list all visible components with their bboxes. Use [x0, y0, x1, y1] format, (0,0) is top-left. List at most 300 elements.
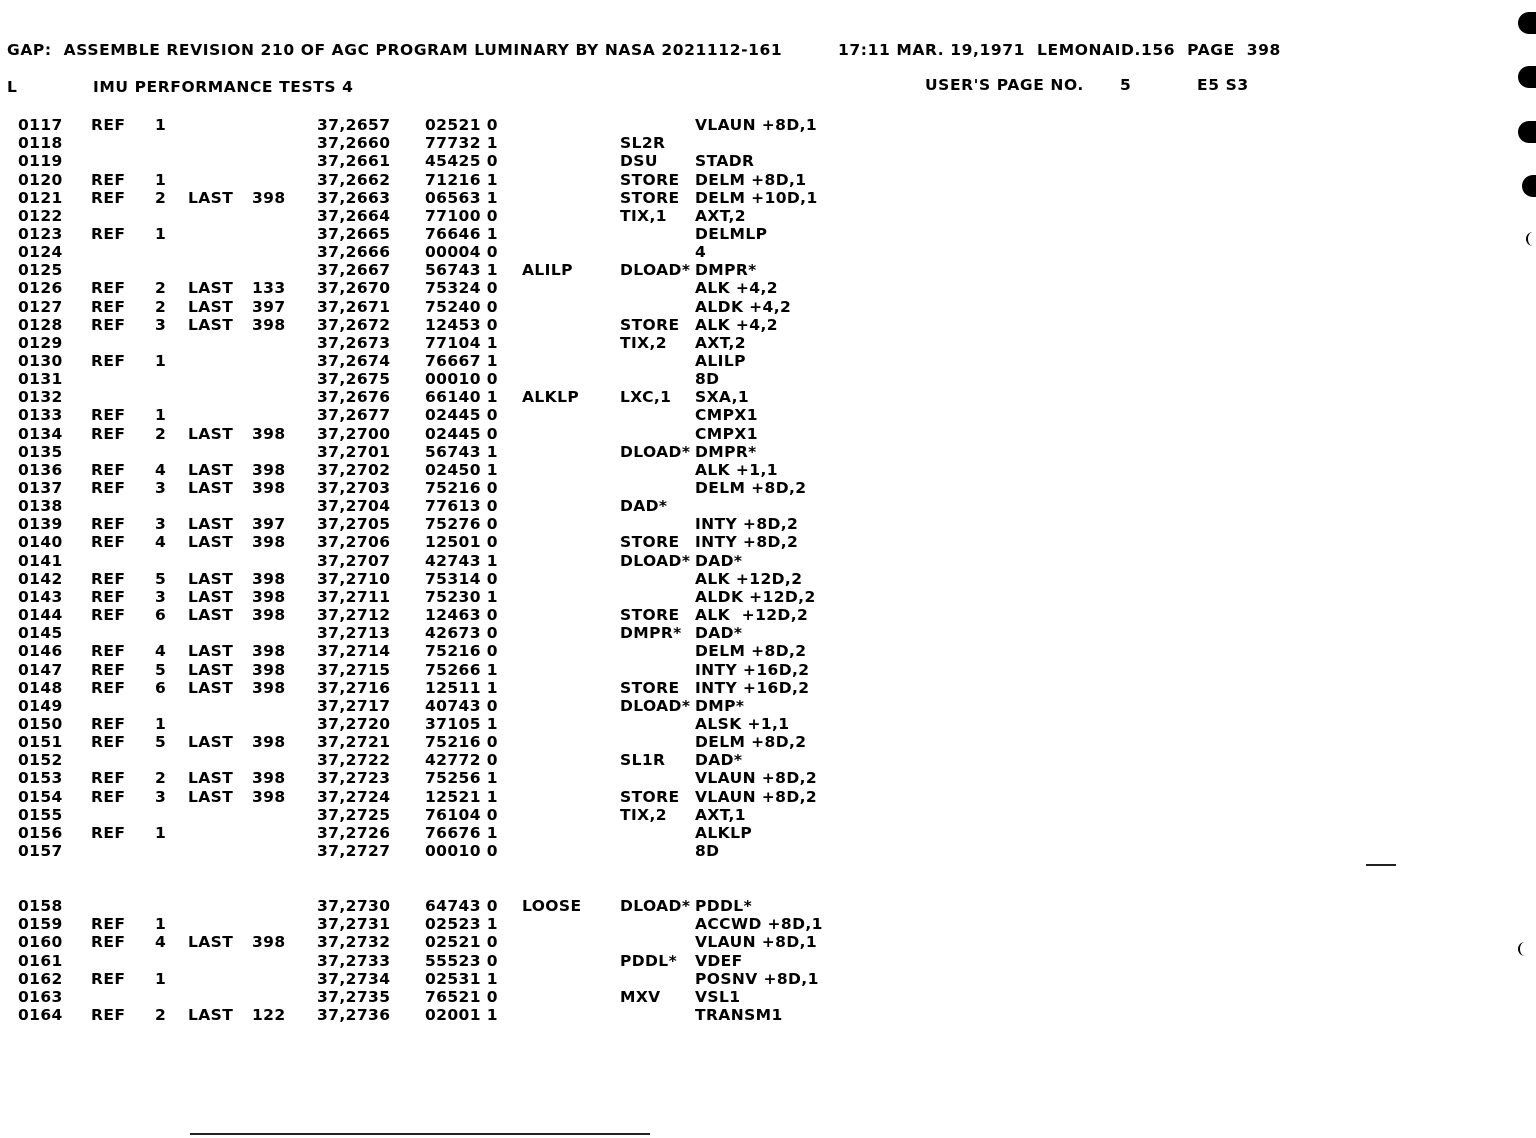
listing-operand: 8D — [695, 842, 720, 860]
listing-addr: 37,2723 — [317, 769, 391, 788]
listing-row — [0, 134, 900, 152]
listing-op: SL1R — [620, 751, 666, 770]
listing-operand: ALK +4,2 — [695, 315, 778, 334]
listing-addr: 37,2676 — [317, 388, 391, 407]
listing-addr: 37,2731 — [317, 915, 391, 934]
listing-addr: 37,2672 — [317, 315, 391, 334]
listing-operand: 8D — [695, 370, 720, 389]
listing-row — [0, 952, 900, 970]
listing-addr: 37,2670 — [317, 279, 391, 298]
listing-refn: 1 — [155, 224, 167, 243]
listing-lastn: 398 — [252, 424, 286, 443]
listing-refn: 6 — [155, 606, 167, 624]
listing-ref: REF — [91, 424, 126, 443]
listing-lastn: 398 — [252, 787, 286, 806]
listing-ref: REF — [91, 315, 126, 334]
listing-octal: 12501 0 — [425, 533, 498, 552]
listing-ref: REF — [91, 569, 126, 588]
listing-refn: 1 — [155, 823, 167, 842]
listing-seq: 0120 — [18, 170, 63, 189]
listing-seq: 0164 — [18, 1006, 63, 1024]
listing-octal: 75276 0 — [425, 515, 498, 534]
listing-last: LAST — [188, 533, 234, 552]
users-page-number: 5 — [1120, 76, 1132, 94]
listing-seq: 0152 — [18, 751, 63, 770]
listing-refn: 3 — [155, 479, 167, 497]
listing-octal: 75324 0 — [425, 279, 498, 298]
listing-seq: 0157 — [18, 842, 63, 860]
listing-row — [0, 988, 900, 1006]
listing-addr: 37,2706 — [317, 533, 391, 552]
listing-operand: INTY +8D,2 — [695, 533, 799, 552]
listing-ref: REF — [91, 678, 126, 697]
listing-last: LAST — [188, 460, 234, 479]
listing-last: LAST — [188, 660, 234, 679]
listing-last: LAST — [188, 733, 234, 752]
listing-seq: 0140 — [18, 533, 63, 552]
listing-row — [0, 933, 900, 951]
listing-row — [0, 279, 900, 297]
listing-op: PDDL* — [620, 951, 678, 970]
listing-addr: 37,2664 — [317, 206, 391, 225]
listing-ref: REF — [91, 823, 126, 842]
listing-row — [0, 733, 900, 751]
listing-addr: 37,2663 — [317, 188, 391, 207]
listing-op: STORE — [620, 188, 680, 207]
listing-octal: 77732 1 — [425, 134, 498, 153]
listing-addr: 37,2660 — [317, 134, 391, 153]
listing-operand: DELM +10D,1 — [695, 188, 818, 207]
listing-addr: 37,2661 — [317, 152, 391, 171]
header-marker: L — [7, 78, 18, 96]
listing-octal: 76676 1 — [425, 823, 498, 842]
listing-addr: 37,2735 — [317, 987, 391, 1006]
listing-row — [0, 207, 900, 225]
listing-addr: 37,2724 — [317, 787, 391, 806]
listing-lastn: 398 — [252, 660, 286, 679]
listing-label: ALKLP — [522, 388, 580, 407]
listing-addr: 37,2721 — [317, 733, 391, 752]
listing-row — [0, 642, 900, 660]
listing-lastn: 398 — [252, 587, 286, 606]
listing-last: LAST — [188, 297, 234, 316]
listing-lastn: 398 — [252, 606, 286, 624]
listing-operand: SXA,1 — [695, 388, 750, 407]
listing-row — [0, 189, 900, 207]
listing-ref: REF — [91, 733, 126, 752]
listing-octal: 76104 0 — [425, 805, 498, 824]
listing-last: LAST — [188, 479, 234, 497]
listing-octal: 56743 1 — [425, 261, 498, 280]
listing-refn: 3 — [155, 315, 167, 334]
listing-seq: 0150 — [18, 714, 63, 733]
listing-last: LAST — [188, 587, 234, 606]
listing-last: LAST — [188, 515, 234, 534]
listing-lastn: 398 — [252, 678, 286, 697]
listing-addr: 37,2704 — [317, 497, 391, 516]
listing-refn: 1 — [155, 351, 167, 370]
listing-ref: REF — [91, 224, 126, 243]
listing-octal: 37105 1 — [425, 714, 498, 733]
listing-seq: 0142 — [18, 569, 63, 588]
listing-octal: 75216 0 — [425, 479, 498, 497]
users-page-label: USER'S PAGE NO. — [925, 76, 1084, 94]
listing-operand: VDEF — [695, 951, 743, 970]
listing-operand: PDDL* — [695, 897, 753, 916]
listing-op: DLOAD* — [620, 897, 691, 916]
listing-operand: DMPR* — [695, 261, 757, 280]
listing-label: ALILP — [522, 261, 573, 280]
listing-seq: 0159 — [18, 915, 63, 934]
listing-row — [0, 588, 900, 606]
listing-addr: 37,2722 — [317, 751, 391, 770]
listing-seq: 0121 — [18, 188, 63, 207]
listing-seq: 0137 — [18, 479, 63, 497]
listing-operand: ALILP — [695, 351, 746, 370]
header-timestamp-page: 17:11 MAR. 19,1971 LEMONAID.156 PAGE 398 — [838, 41, 1281, 59]
listing-operand: ALK +1,1 — [695, 460, 778, 479]
listing-lastn: 398 — [252, 933, 286, 952]
listing-addr: 37,2711 — [317, 587, 391, 606]
listing-row — [0, 533, 900, 551]
listing-seq: 0124 — [18, 243, 63, 262]
listing-seq: 0158 — [18, 897, 63, 916]
listing-last: LAST — [188, 569, 234, 588]
listing-operand: ALK +12D,2 — [695, 606, 809, 624]
listing-octal: 00010 0 — [425, 842, 498, 860]
listing-addr: 37,2727 — [317, 842, 391, 860]
listing-octal: 12453 0 — [425, 315, 498, 334]
listing-operand: AXT,1 — [695, 805, 746, 824]
listing-operand: INTY +8D,2 — [695, 515, 799, 534]
listing-octal: 02450 1 — [425, 460, 498, 479]
listing-seq: 0125 — [18, 261, 63, 280]
listing-addr: 37,2715 — [317, 660, 391, 679]
listing-label: LOOSE — [522, 897, 582, 916]
listing-row — [0, 788, 900, 806]
listing-operand: TRANSM1 — [695, 1006, 783, 1024]
listing-operand: DMP* — [695, 696, 745, 715]
listing-seq: 0118 — [18, 134, 63, 153]
listing-row — [0, 461, 900, 479]
listing-ref: REF — [91, 1006, 126, 1024]
listing-octal: 75216 0 — [425, 642, 498, 661]
listing-lastn: 398 — [252, 533, 286, 552]
listing-row — [0, 316, 900, 334]
listing-last: LAST — [188, 769, 234, 788]
listing-addr: 37,2671 — [317, 297, 391, 316]
listing-octal: 76667 1 — [425, 351, 498, 370]
listing-octal: 02531 1 — [425, 969, 498, 988]
listing-octal: 12521 1 — [425, 787, 498, 806]
listing-row — [0, 406, 900, 424]
listing-seq: 0122 — [18, 206, 63, 225]
listing-octal: 75256 1 — [425, 769, 498, 788]
listing-lastn: 397 — [252, 515, 286, 534]
listing-ref: REF — [91, 170, 126, 189]
listing-row — [0, 697, 900, 715]
listing-addr: 37,2710 — [317, 569, 391, 588]
listing-seq: 0135 — [18, 442, 63, 461]
listing-refn: 2 — [155, 424, 167, 443]
listing-ref: REF — [91, 933, 126, 952]
listing-op: TIX,2 — [620, 805, 667, 824]
listing-refn: 2 — [155, 297, 167, 316]
listing-addr: 37,2673 — [317, 333, 391, 352]
listing-ref: REF — [91, 969, 126, 988]
listing-seq: 0139 — [18, 515, 63, 534]
listing-refn: 5 — [155, 660, 167, 679]
listing-octal: 02445 0 — [425, 424, 498, 443]
listing-addr: 37,2714 — [317, 642, 391, 661]
listing-seq: 0134 — [18, 424, 63, 443]
section-title: IMU PERFORMANCE TESTS 4 — [93, 78, 354, 96]
listing-op: STORE — [620, 533, 680, 552]
listing-ref: REF — [91, 660, 126, 679]
listing-seq: 0126 — [18, 279, 63, 298]
listing-addr: 37,2674 — [317, 351, 391, 370]
listing-last: LAST — [188, 678, 234, 697]
listing-refn: 4 — [155, 533, 167, 552]
listing-operand: DAD* — [695, 624, 743, 643]
listing-addr: 37,2657 — [317, 116, 391, 134]
listing-row — [0, 515, 900, 533]
listing-operand: VLAUN +8D,1 — [695, 933, 818, 952]
listing-addr: 37,2716 — [317, 678, 391, 697]
listing-refn: 3 — [155, 587, 167, 606]
listing-op: TIX,1 — [620, 206, 667, 225]
listing-row — [0, 1006, 900, 1024]
listing-ref: REF — [91, 116, 126, 134]
listing-octal: 02445 0 — [425, 406, 498, 425]
listing-operand: DAD* — [695, 751, 743, 770]
listing-operand: AXT,2 — [695, 206, 746, 225]
bottom-edge-rule — [190, 1133, 650, 1135]
listing-operand: AXT,2 — [695, 333, 746, 352]
listing-addr: 37,2733 — [317, 951, 391, 970]
listing-lastn: 398 — [252, 479, 286, 497]
listing-addr: 37,2712 — [317, 606, 391, 624]
listing-seq: 0155 — [18, 805, 63, 824]
listing-last: LAST — [188, 188, 234, 207]
listing-operand: ACCWD +8D,1 — [695, 915, 823, 934]
listing-octal: 56743 1 — [425, 442, 498, 461]
listing-last: LAST — [188, 315, 234, 334]
listing-refn: 4 — [155, 933, 167, 952]
listing-row — [0, 116, 900, 134]
listing-octal: 42743 1 — [425, 551, 498, 570]
listing-ref: REF — [91, 606, 126, 624]
listing-op: LXC,1 — [620, 388, 672, 407]
listing-lastn: 398 — [252, 188, 286, 207]
listing-row — [0, 261, 900, 279]
listing-seq: 0154 — [18, 787, 63, 806]
listing-row — [0, 298, 900, 316]
listing-row — [0, 570, 900, 588]
listing-operand: ALK +4,2 — [695, 279, 778, 298]
listing-addr: 37,2677 — [317, 406, 391, 425]
tractor-hole — [1518, 66, 1536, 88]
listing-seq: 0123 — [18, 224, 63, 243]
listing-row — [0, 425, 900, 443]
listing-seq: 0145 — [18, 624, 63, 643]
listing-ref: REF — [91, 479, 126, 497]
listing-addr: 37,2713 — [317, 624, 391, 643]
listing-addr: 37,2734 — [317, 969, 391, 988]
tractor-hole — [1518, 121, 1536, 143]
listing-refn: 4 — [155, 642, 167, 661]
listing-row — [0, 824, 900, 842]
listing-ref: REF — [91, 642, 126, 661]
listing-operand: VLAUN +8D,2 — [695, 769, 818, 788]
listing-ref: REF — [91, 587, 126, 606]
listing-row — [0, 388, 900, 406]
listing-refn: 1 — [155, 969, 167, 988]
listing-row — [0, 897, 900, 915]
listing-seq: 0147 — [18, 660, 63, 679]
header-assembly-info: GAP: ASSEMBLE REVISION 210 OF AGC PROGRAM LUMINARY BY NASA 2021112-161 — [7, 41, 783, 59]
tractor-hole — [1526, 232, 1536, 246]
listing-seq: 0153 — [18, 769, 63, 788]
listing-operand: DELM +8D,2 — [695, 733, 807, 752]
listing-ref: REF — [91, 406, 126, 425]
listing-lastn: 398 — [252, 315, 286, 334]
listing-op: TIX,2 — [620, 333, 667, 352]
listing-operand: DELM +8D,1 — [695, 170, 807, 189]
listing-ref: REF — [91, 787, 126, 806]
listing-ref: REF — [91, 297, 126, 316]
listing-row — [0, 225, 900, 243]
listing-op: DLOAD* — [620, 261, 691, 280]
listing-operand: INTY +16D,2 — [695, 660, 810, 679]
listing-addr: 37,2703 — [317, 479, 391, 497]
listing-refn: 1 — [155, 915, 167, 934]
listing-octal: 12463 0 — [425, 606, 498, 624]
listing-addr: 37,2667 — [317, 261, 391, 280]
listing-addr: 37,2717 — [317, 696, 391, 715]
listing-seq: 0132 — [18, 388, 63, 407]
listing-op: DLOAD* — [620, 442, 691, 461]
listing-lastn: 133 — [252, 279, 286, 298]
listing-op: SL2R — [620, 134, 666, 153]
listing-refn: 5 — [155, 569, 167, 588]
listing-row — [0, 352, 900, 370]
listing-octal: 66140 1 — [425, 388, 498, 407]
listing-ref: REF — [91, 460, 126, 479]
tractor-hole — [1518, 942, 1534, 956]
listing-seq: 0146 — [18, 642, 63, 661]
listing-octal: 75240 0 — [425, 297, 498, 316]
listing-refn: 2 — [155, 1006, 167, 1024]
listing-row — [0, 479, 900, 497]
listing-seq: 0129 — [18, 333, 63, 352]
listing-addr: 37,2701 — [317, 442, 391, 461]
listing-operand: ALDK +4,2 — [695, 297, 792, 316]
listing-operand: ALK +12D,2 — [695, 569, 803, 588]
listing-addr: 37,2732 — [317, 933, 391, 952]
listing-lastn: 398 — [252, 569, 286, 588]
listing-seq: 0149 — [18, 696, 63, 715]
listing-lastn: 397 — [252, 297, 286, 316]
listing-operand: DAD* — [695, 551, 743, 570]
listing-row — [0, 243, 900, 261]
listing-addr: 37,2736 — [317, 1006, 391, 1024]
listing-octal: 75314 0 — [425, 569, 498, 588]
listing-row — [0, 715, 900, 733]
listing-ref: REF — [91, 769, 126, 788]
listing-seq: 0162 — [18, 969, 63, 988]
stray-mark — [1366, 864, 1396, 866]
listing-refn: 1 — [155, 170, 167, 189]
listing-octal: 02521 0 — [425, 933, 498, 952]
listing-lastn: 398 — [252, 733, 286, 752]
listing-op: DSU — [620, 152, 658, 171]
listing-addr: 37,2725 — [317, 805, 391, 824]
listing-op: STORE — [620, 315, 680, 334]
listing-octal: 77104 1 — [425, 333, 498, 352]
listing-row — [0, 915, 900, 933]
listing-seq: 0128 — [18, 315, 63, 334]
listing-octal: 12511 1 — [425, 678, 498, 697]
listing-seq: 0117 — [18, 116, 63, 134]
listing-addr: 37,2705 — [317, 515, 391, 534]
listing-addr: 37,2720 — [317, 714, 391, 733]
listing-octal: 76646 1 — [425, 224, 498, 243]
listing-addr: 37,2726 — [317, 823, 391, 842]
listing-row — [0, 334, 900, 352]
listing-refn: 5 — [155, 733, 167, 752]
listing-octal: 45425 0 — [425, 152, 498, 171]
listing-octal: 75230 1 — [425, 587, 498, 606]
listing-op: STORE — [620, 787, 680, 806]
listing-seq: 0138 — [18, 497, 63, 516]
listing-seq: 0136 — [18, 460, 63, 479]
listing-row — [0, 806, 900, 824]
listing-octal: 75266 1 — [425, 660, 498, 679]
listing-addr: 37,2662 — [317, 170, 391, 189]
listing-ref: REF — [91, 714, 126, 733]
listing-op: STORE — [620, 170, 680, 189]
listing-seq: 0127 — [18, 297, 63, 316]
listing-operand: DELMLP — [695, 224, 768, 243]
listing-seq: 0148 — [18, 678, 63, 697]
listing-row — [0, 171, 900, 189]
listing-operand: VLAUN +8D,2 — [695, 787, 818, 806]
listing-op: DAD* — [620, 497, 668, 516]
listing-row — [0, 443, 900, 461]
listing-octal: 64743 0 — [425, 897, 498, 916]
listing-op: MXV — [620, 987, 661, 1006]
listing-octal: 06563 1 — [425, 188, 498, 207]
listing-row — [0, 842, 900, 860]
listing-refn: 2 — [155, 279, 167, 298]
listing-row — [0, 152, 900, 170]
listing-seq: 0133 — [18, 406, 63, 425]
listing-last: LAST — [188, 1006, 234, 1024]
listing-op: DMPR* — [620, 624, 682, 643]
listing-op: DLOAD* — [620, 696, 691, 715]
listing-lastn: 122 — [252, 1006, 286, 1024]
listing-row — [0, 552, 900, 570]
listing-refn: 1 — [155, 116, 167, 134]
listing-ref: REF — [91, 533, 126, 552]
listing-addr: 37,2700 — [317, 424, 391, 443]
listing-row — [0, 606, 900, 624]
listing-operand: POSNV +8D,1 — [695, 969, 819, 988]
listing-octal: 02521 0 — [425, 116, 498, 134]
listing-row — [0, 661, 900, 679]
listing-octal: 77613 0 — [425, 497, 498, 516]
